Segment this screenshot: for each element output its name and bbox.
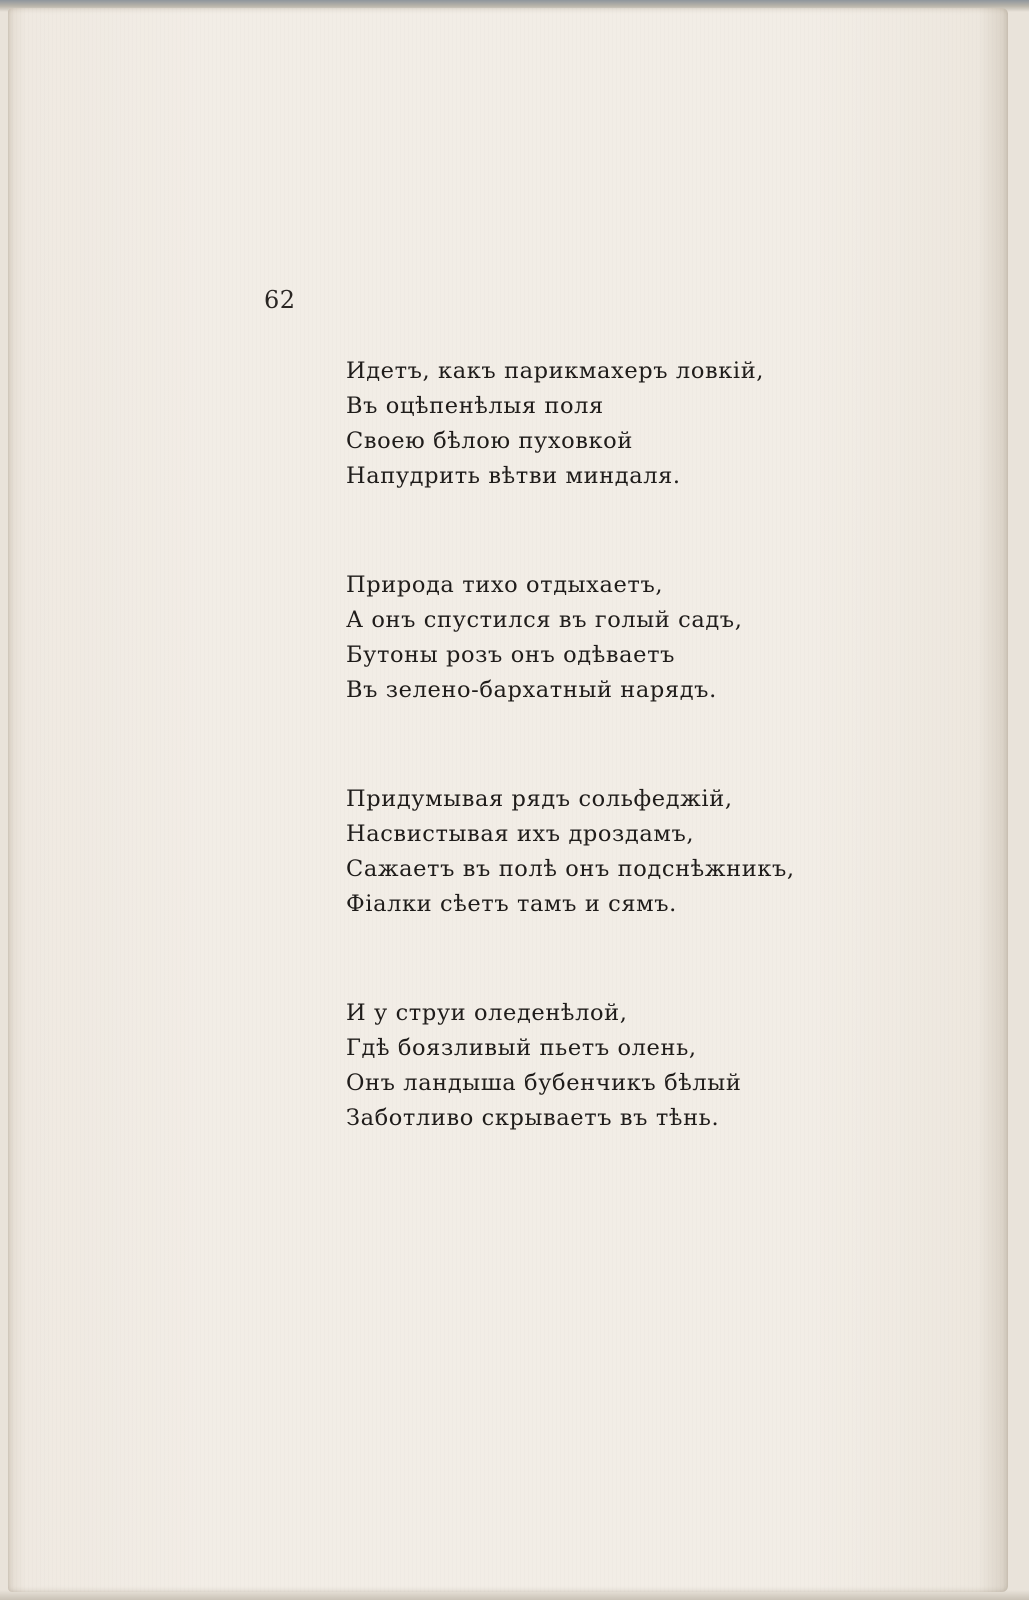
poem-line: Фіалки сѣетъ тамъ и сямъ. [346, 891, 677, 917]
poem-line: Онъ ландыша бубенчикъ бѣлый [346, 1070, 742, 1096]
poem-line: И у струи оледенѣлой, [346, 1000, 628, 1026]
page-number: 62 [264, 286, 296, 314]
poem [346, 354, 946, 1210]
stanza-2 [346, 568, 946, 708]
poem-line: Напудрить вѣтви миндаля. [346, 463, 681, 489]
poem-line: Идетъ, какъ парикмахеръ ловкій, [346, 358, 765, 384]
poem-line: Въ оцѣпенѣлыя поля [346, 393, 604, 419]
paper-sheet [8, 8, 1008, 1592]
poem-line: Насвистывая ихъ дроздамъ, [346, 821, 695, 847]
poem-line: Гдѣ боязливый пьетъ олень, [346, 1035, 697, 1061]
poem-line: Природа тихо отдыхаетъ, [346, 572, 664, 598]
stanza-3 [346, 782, 946, 922]
stanza-4 [346, 996, 946, 1136]
stanza-1 [346, 354, 946, 494]
poem-line: Придумывая рядъ сольфеджій, [346, 786, 733, 812]
poem-line: Своею бѣлою пуховкой [346, 428, 633, 454]
poem-line: Заботливо скрываетъ въ тѣнь. [346, 1105, 720, 1131]
poem-line: Сажаетъ въ полѣ онъ подснѣжникъ, [346, 856, 795, 882]
poem-line: Бутоны розъ онъ одѣваетъ [346, 642, 676, 668]
poem-line: А онъ спустился въ голый садъ, [346, 607, 743, 633]
poem-line: Въ зелено-бархатный нарядъ. [346, 677, 717, 703]
